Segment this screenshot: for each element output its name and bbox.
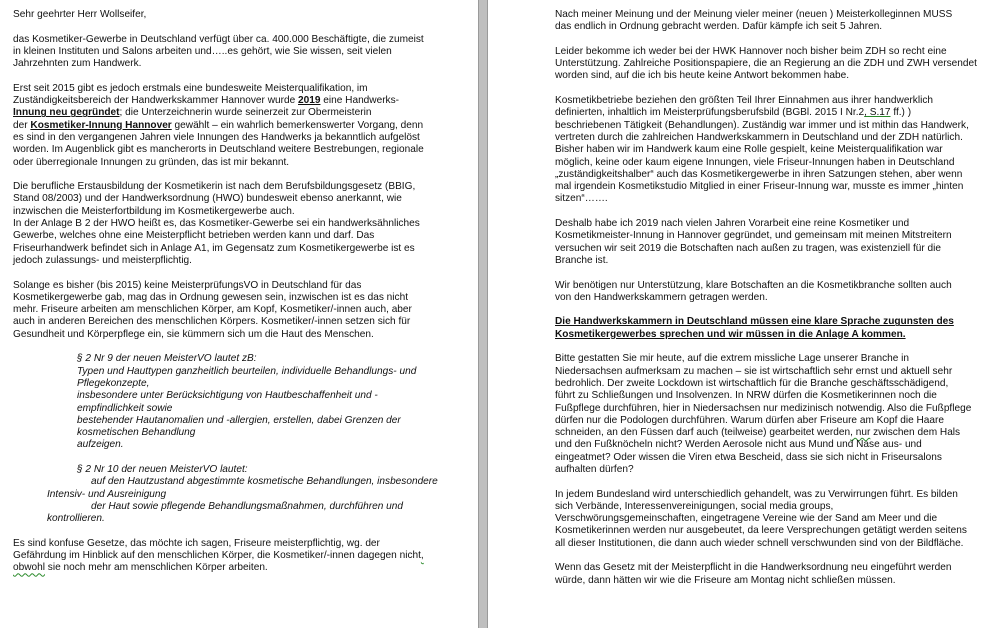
text-line: in kleinen Instituten und Salons arbeiten und…..es gehört, wie Sie wissen, seit vielen [13, 45, 392, 57]
text-line: In jedem Bundesland wird unterschiedlich gehandelt, was zu Verwirrungen führt. Es bilden [555, 488, 958, 500]
text-run: zwischen dem Hals [870, 427, 961, 439]
text-line: Kosmetikbetriebe beziehen den größten Teil Ihrer Einnahmen aus ihrer handwerklich [555, 95, 933, 107]
text-line: jedoch zulassungs- und meisterpflichtig. [13, 254, 192, 266]
text-line: Stand 08/2003) und der Handwerksordnung (HWO) bundesweit ebenso anerkannt, wie [13, 193, 402, 205]
text-line: Niedersachsen aufmerksam zu machen – sie ist wirtschaftlich sehr ernst und aktuell sehr [555, 365, 953, 377]
quote-line: der Haut sowie pflegende Behandlungsmaßnahmen, durchführen und [91, 500, 403, 512]
text-run: Zuständigkeitsbereich der Handwerkskammer Hannover wurde [13, 95, 298, 107]
quote-line: auf den Hautzustand abgestimmte kosmetische Behandlungen, insbesondere [91, 476, 438, 488]
text-run: ff.) ) [890, 107, 912, 119]
text-line: vertreten durch die zahlreichen Handwerkskammern in Deutschland und der ZDH natürlich. [555, 131, 963, 143]
grammar-flag: , S.17 [864, 107, 891, 119]
quote-line: kosmetischen Behandlung [77, 427, 196, 439]
paragraph-r5 [555, 280, 978, 305]
text-line: Kosmetikmeister-Innung in Hannover gegründet, und gemeinsam mit meinen Mitstreitern [555, 230, 952, 242]
text-line [555, 107, 978, 119]
paragraph-3 [13, 181, 470, 267]
text-line: von den Handwerkskammern getragen werden. [555, 291, 768, 303]
text-line: und den Fußknöcheln nicht? Werden Aerosole nicht aus Mund und Nase aus- und [555, 439, 922, 451]
text-line [13, 107, 470, 119]
quote-meistervo-nr10 [13, 464, 470, 525]
salutation: Sehr geehrter Herr Wollseifer, [13, 9, 147, 20]
text-run: der [13, 119, 31, 131]
text-line: sitzen“……. [555, 193, 608, 205]
emphasis-innung-name: Kosmetiker-Innung Hannover [30, 119, 172, 131]
grammar-flag: , nur [850, 427, 871, 439]
text-line: sich Verbände, Interessenvereinigungen, social media groups, [555, 500, 834, 512]
quote-line: insbesondere unter Berücksichtigung von Hautbeschaffenheit und - [77, 390, 378, 402]
text-line: Verschwörungsgemeinschaften, eingetragene Vereine wie der Sand am Meer und die [555, 513, 938, 525]
text-run: gewählt – ein wahrlich bemerkenswerter Vorgang, denn [171, 119, 424, 131]
text-line: inzwischen die Meisterfortbildung im Kosmetikergewerbe auch. [13, 205, 295, 217]
page-gutter [478, 0, 488, 628]
text-line: Kosmetikerinnen werden nur ausgebeutet, da leere Versprechungen getätigt werden seitens [555, 525, 967, 537]
quote-line: Intensiv- und Ausreinigung [47, 488, 167, 500]
text-line: Jahrzehnten zum Handwerk. [13, 58, 142, 70]
text-line: all dieser Institutionen, die dann auch wieder schnell verschwunden sind von der Bildfläche. [555, 537, 964, 549]
quote-line: empfindlichkeit sowie [77, 402, 173, 414]
text-line: Friseurhandwerk befindet sich in Anlage A1, im Gegensatz zum Kosmetikergewerbe ist es [13, 242, 415, 254]
text-line: Branche ist. [555, 254, 609, 266]
text-line: es sind in den vergangenen Jahren viele Innungen des Handwerks ja bekanntlich aufgelöst [13, 131, 420, 143]
text-line: Wir benötigen nur Unterstützung, klare Botschaften an die Kosmetikbranche sollten auch [555, 279, 952, 291]
letter-text-left [13, 9, 470, 575]
text-line: Gesundheit und Körperpflege ein, sie kümmern sich um die Haut des Menschen. [13, 328, 374, 340]
text-line: aufhalten dürfen? [555, 463, 634, 475]
text-line: Es sind konfuse Gesetze, das möchte ich sagen, Friseure meisterpflichtig, wg. der [13, 537, 380, 549]
paragraph-r9 [555, 562, 978, 587]
text-line: bedrohlich. Der zweite Lockdown ist wirtschaftlich für die Branche geschäftsschädigend, [555, 377, 949, 389]
quote-heading: § 2 Nr 10 der neuen MeisterVO lautet: [77, 463, 248, 475]
emphasis-innung: Innung neu gegründet [13, 107, 120, 119]
text-run: schneiden, an den Füssen darf auch (teilweise) gearbeitet werden [555, 427, 851, 439]
text-line: dürfen nur die Podologen durchführen. Warum dürfen aber Friseure am Kopf die Haare [555, 414, 945, 426]
page-edge-left [478, 0, 479, 628]
text-line: „zuständigkeitshalber“ auch das Kosmetikergewerbe in ihren Satzungen stehen, aber wenn [555, 168, 963, 180]
text-line: auch in anderen Bereichen des menschlichen Körpers. Kosmetiker/-innen setzen sich für [13, 316, 411, 328]
text-line: möglich, keine oder kaum eigene Innungen, viele Friseur-Innungen haben in Deutschland [555, 156, 955, 168]
paragraph-r8 [555, 489, 978, 550]
text-run: eine Handwerks- [320, 95, 400, 107]
paragraph-2 [13, 83, 470, 169]
text-line: worden sind, auf die ich bis heute keine Antwort bekommen habe. [555, 70, 850, 82]
text-line [555, 427, 978, 439]
grammar-flag: obwohl [13, 562, 45, 574]
quote-line: aufzeigen. [77, 439, 124, 451]
emphasis-line: Die Handwerkskammern in Deutschland müssen eine klare Sprache zugunsten des [555, 316, 954, 328]
text-line: beschriebenen Tätigkeit (Behandlungen). Zuständig war immer und ist mithin das Handwerk, [555, 119, 969, 131]
text-line [13, 95, 470, 107]
text-line [13, 550, 470, 562]
paragraph-1 [13, 34, 470, 71]
text-line: führt zu Schließungen und Insolvenzen. In NRW dürfen die Kosmetikerinnen noch die [555, 390, 937, 402]
text-line: Unterstützung. Zahlreiche Positionspapiere, die an Regierung an die ZDH und ZWH versendet [555, 58, 977, 70]
grammar-flag: , [420, 550, 424, 562]
text-run: definierten, inhaltlich im Meisterprüfungsberufsbild (BGBl. 2015 I Nr.2 [555, 107, 865, 119]
text-line: mehr. Friseure arbeiten am menschlichen Körper, am Kopf, Kosmetiker/-innen auch, aber [13, 304, 412, 316]
text-run: sie noch mehr am menschlichen Körper arbeiten. [45, 562, 268, 574]
text-line: Solange es bisher (bis 2015) keine MeisterprüfungsVO in Deutschland für das [13, 279, 362, 291]
quote-meistervo-nr9 [13, 353, 470, 451]
text-line: Bisher haben wir im Handwerk kaum eine Rolle gespielt, keine Meisterqualifikation war [555, 144, 943, 156]
paragraph-r6-emphasis [555, 316, 978, 341]
emphasis-line: Kosmetikergewerbes sprechen und wir müssen in die Anlage A kommen. [555, 328, 906, 340]
paragraph-4 [13, 280, 470, 341]
text-line: Bitte gestatten Sie mir heute, auf die extrem missliche Lage unserer Branche in [555, 353, 910, 365]
text-line: würde, dann hätten wir wie die Friseure am Montag nicht schließen müssen. [555, 574, 896, 586]
text-line [13, 120, 470, 132]
text-line: eingeatmet? Oder wissen die Viren etwa Bescheid, dass sie sich nicht in Friseursalons [555, 451, 942, 463]
text-line: oder überregionale Innungen zu gründen, das ist mir bekannt. [13, 156, 290, 168]
emphasis-year: 2019 [298, 95, 321, 107]
text-line: Erst seit 2015 gibt es jedoch erstmals eine bundesweite Meisterqualifikation, im [13, 82, 368, 94]
text-run: ; die Unterzeichnerin wurde seinerzeit zur Obermeisterin [119, 107, 372, 119]
text-line: Gewerbe, welches ohne eine Meisterpflicht betrieben werden kann und darf. Das [13, 230, 375, 242]
quote-line: bestehender Hautanomalien und -allergien, erstellen, dabei Grenzen der [77, 414, 401, 426]
paragraph-r3 [555, 95, 978, 206]
text-line: Wenn das Gesetz mit der Meisterpflicht in die Handwerksordnung neu eingeführt werden [555, 562, 952, 574]
document-page-right [488, 0, 988, 628]
quote-heading: § 2 Nr 9 der neuen MeisterVO lautet zB: [77, 353, 257, 365]
text-line: Leider bekomme ich weder bei der HWK Hannover noch bisher beim ZDH so recht eine [555, 45, 947, 57]
quote-line: Typen und Hauttypen ganzheitlich beurteilen, individuelle Behandlungs- und [77, 365, 417, 377]
text-line: worden. Im Augenblick gibt es mancherorts in Deutschland weitere Bestrebungen, regionale [13, 144, 424, 156]
paragraph-r4 [555, 218, 978, 267]
text-line: Fußpflege durchführen, hier in Niedersachsen nur medizinisch notwendig. Also die Fußpflege [555, 402, 972, 414]
text-line: Die berufliche Erstausbildung der Kosmetikerin ist nach dem Berufsbildungsgesetz (BBIG, [13, 181, 416, 193]
text-line: Deshalb habe ich 2019 nach vielen Jahren Vorarbeit eine reine Kosmetiker und [555, 218, 910, 230]
text-line: das endlich in Ordnung gebracht werden. Dafür kämpfe ich seit 5 Jahren. [555, 21, 883, 33]
quote-line: Pflegekonzepte, [77, 377, 150, 389]
paragraph-r2 [555, 46, 978, 83]
text-run: Gefährdung im Hinblick auf den menschlichen Körper, die Kosmetiker/-innen dagegen nicht [13, 550, 421, 562]
text-line [13, 562, 470, 574]
quote-line: kontrollieren. [47, 513, 105, 525]
text-line: versuchen wir seit 2019 die Botschaften nach außen zu tragen, was existenziell für die [555, 242, 942, 254]
text-line: In der Anlage B 2 der HWO heißt es, das Kosmetiker-Gewerbe sei ein handwerksähnliches [13, 218, 420, 230]
text-line: mal irgendein Kosmetikstudio Mitglied in einer Friseur-Innung war, musste es immer „hinten [555, 181, 964, 193]
document-page-left [0, 0, 478, 628]
paragraph-r1 [555, 9, 978, 34]
text-line: das Kosmetiker-Gewerbe in Deutschland verfügt über ca. 400.000 Beschäftigte, die zumeist [13, 33, 424, 45]
paragraph-r7 [555, 353, 978, 476]
text-line: Kosmetikergewerbe gab, mag das in Ordnung gewesen sein, inzwischen ist es das nicht [13, 291, 408, 303]
paragraph-5 [13, 538, 470, 575]
text-line: Nach meiner Meinung und der Meinung vieler meiner (neuen ) Meisterkolleginnen MUSS [555, 9, 953, 20]
letter-text-right [555, 9, 978, 587]
